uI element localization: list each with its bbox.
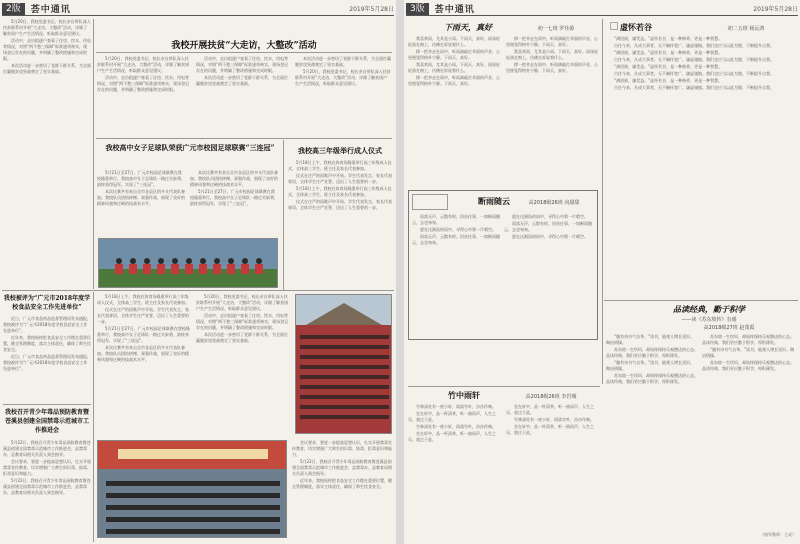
poem-paragraph: 愿在这淅沥的雨中，寻得心中那一片晴空。 — [512, 234, 588, 239]
football-team-photo — [98, 238, 278, 288]
poem-paragraph: 雨落无声，云散有时。回首往事，一如断雨随云，去也匆匆。 — [412, 214, 500, 225]
paper-name: 荟中通讯 — [434, 5, 475, 15]
essay-paragraph: 苏东坡一生坎坷，却始终保持乐观豁达的心态。品读经典，我们更应勤于积学，厚积薄发。 — [606, 373, 698, 384]
poem-body — [408, 404, 502, 540]
essay-paragraph: 撑一把伞走在雨中，听雨滴敲打伞面的声音，心里便觉得格外宁静。下雨天，真好。 — [506, 36, 598, 47]
newspaper-page-3 — [404, 0, 800, 544]
poem-author: 高2018级26班 李岩城 — [525, 394, 577, 400]
essay-paragraph: “满招损，谦受益。”虚怀若谷，是一种修养，更是一种智慧。 — [614, 78, 723, 83]
essay-paragraph: 古往今来，凡成大事者，无不胸怀宽广、谦虚谨慎。我们也应当以此为镜，不断提升自我。 — [614, 71, 774, 76]
page-number-label: 3版 — [406, 3, 429, 15]
section-rule — [408, 386, 600, 387]
essay-paragraph: 苏东坡一生坎坷，却始终保持乐观豁达的心态。品读经典，我们更应勤于积学，厚积薄发。 — [702, 334, 794, 345]
article-paragraph: 仪式在庄严的国歌声中开始。学生代表发言，家长代表寄语，全体学生庄严宣誓，迈出了人生重要的一步。 — [288, 199, 392, 210]
poem-paragraph: 坐在轩中，品一杯清茶，听一曲雨声，人生之乐，莫过于此。 — [408, 431, 496, 442]
poem-paragraph: 竹林深处有一座小轩，雨落竹叶，沙沙作响。 — [416, 424, 496, 429]
article-paragraph: 活动中，走访组逐户查看了住房、饮水、用电等情况，对照“两不愁三保障”标准逐项核实，现场登记存在的问题，并明确了整改措施和完成时限。 — [97, 75, 190, 92]
article-body — [97, 294, 191, 434]
ceremony-photo — [295, 294, 392, 434]
article-paragraph: 仪式在庄严的国歌声中开始。学生代表发言，家长代表寄语，全体学生庄严宣誓，迈出了人生重要的一步。 — [288, 173, 392, 184]
essay-title: 品读经典，勤于积学 — [673, 304, 745, 314]
poem-paragraph: 坐在轩中，品一杯清茶，听一曲雨声，人生之乐，莫过于此。 — [506, 424, 594, 435]
article-paragraph: 5月20日，我校党委书记、校长亲自带队深入扶贫联系村开展“大走访，大整改”活动，详细了解贫困户生产生活情况，听取群众意见建议。 — [3, 19, 91, 36]
article-paragraph: 近日，广元市食品药品监督管理局发布通报，我校被评为“广元市2018年度学校食品安全工作先进单位”。 — [3, 316, 91, 333]
issue-date: 2019年5月28日 — [349, 6, 394, 13]
column-divider — [602, 19, 603, 384]
essay-paragraph: “腹有诗书气自华。”读书，能使人增长见识、陶冶情操。 — [606, 334, 695, 345]
article-paragraph: 5月20日，我校党委书记、校长亲自带队深入扶贫联系村开展“大走访，大整改”活动，详细了解贫困户生产生活情况，听取群众意见建议。 — [196, 294, 289, 311]
article-paragraph: 5月20日，我校党委书记、校长亲自带队深入扶贫联系村开展“大走访，大整改”活动，详细了解贫困户生产生活情况，听取群众意见建议。 — [97, 56, 190, 73]
article-paragraph: 5月18日上午，我校在体育场隆重举行高三年级成人仪式，全体高三学生、班主任及家长代表参加。 — [288, 160, 392, 171]
section-rule — [604, 300, 798, 301]
article-headline: 我校高中女子足球队荣获广元市校园足球联赛“三连冠” — [105, 143, 275, 152]
section-rule — [2, 290, 394, 291]
article-body — [190, 170, 278, 235]
article-headline: 我校高三年级举行成人仪式 — [298, 146, 382, 155]
article-paragraph: 会议要求，要进一步提高思想认识，扎实开展禁毒宣传教育，切实增强广大师生的识毒、防毒、拒毒意识和能力。 — [292, 440, 392, 457]
essay-paragraph: 苏东坡一生坎坷，却始终保持乐观豁达的心态。品读经典，我们更应勤于积学，厚积薄发。 — [702, 360, 794, 371]
essay-body — [702, 334, 796, 530]
poem-paragraph: 坐在轩中，品一杯清茶，听一曲雨声，人生之乐，莫过于此。 — [408, 411, 496, 422]
poem-paragraph: 雨落无声，云散有时。回首往事，一如断雨随云，去也匆匆。 — [504, 221, 592, 232]
section-rule — [96, 138, 392, 139]
newspaper-page-2 — [0, 0, 396, 544]
article-paragraph: 本次比赛共有来自全市各县区的多支代表队参加。我校队员团结拼搏、顽强作战，展现了良好的精神风貌和过硬的技战术水平。 — [97, 189, 185, 206]
article-paragraph: 活动中，走访组逐户查看了住房、饮水、用电等情况，对照“两不愁三保障”标准逐项核实，现场登记存在的问题，并明确了整改措施和完成时限。 — [3, 38, 91, 61]
article-paragraph: 近日，广元市食品药品监督管理局发布通报，我校被评为“广元市2018年度学校食品安全工作先进单位”。 — [3, 354, 91, 371]
essay-paragraph: 苏东坡一生坎坷，却始终保持乐观豁达的心态。品读经典，我们更应勤于积学，厚积薄发。 — [606, 347, 698, 358]
antidrug-meeting-photo — [97, 440, 287, 538]
essay-body — [606, 334, 698, 540]
essay-paragraph: “腹有诗书气自华。”读书，能使人增长见识、陶冶情操。 — [702, 347, 795, 358]
page-masthead — [2, 2, 394, 16]
poem-body — [412, 214, 500, 336]
article-body — [3, 440, 91, 540]
article-paragraph: 5月21日至27日，广元市校园足球联赛在我校隆重举行，我校高中女子足球队一路过关斩将，最终获得冠军，实现了“三连冠”。 — [190, 189, 278, 206]
article-paragraph: 5月18日上午，我校在体育场隆重举行高三年级成人仪式，全体高三学生、班主任及家长代表参加。 — [97, 294, 189, 305]
article-paragraph: 活动中，走访组逐户查看了住房、饮水、用电等情况，对照“两不愁三保障”标准逐项核实，现场登记存在的问题，并明确了整改措施和完成时限。 — [196, 313, 289, 330]
essay-title: 下雨天，真好 — [444, 22, 492, 32]
poem-paragraph: 坐在轩中，品一杯清茶，听一曲雨声，人生之乐，莫过于此。 — [506, 404, 594, 415]
poem-paragraph: 雨落无声，云散有时。回首往事，一如断雨随云，去也匆匆。 — [412, 234, 500, 245]
article-paragraph: 本次活动进一步密切了党群干群关系，为全面打赢脱贫攻坚战奠定了坚实基础。 — [3, 63, 91, 74]
article-paragraph: 5月18日上午，我校在体育场隆重举行高三年级成人仪式，全体高三学生、班主任及家长代表参加。 — [288, 186, 392, 197]
decorative-square-icon — [610, 22, 618, 30]
essay-paragraph: “满招损，谦受益。”虚怀若谷，是一种修养，更是一种智慧。 — [614, 36, 723, 41]
headline-rule — [96, 52, 392, 53]
essay-paragraph: 撑一把伞走在雨中，听雨滴敲打伞面的声音，心里便觉得格外宁静。下雨天，真好。 — [408, 75, 500, 86]
article-paragraph: 本次比赛共有来自全市各县区的多支代表队参加。我校队员团结拼搏、顽强作战，展现了良好的精神风貌和过硬的技战术水平。 — [190, 170, 278, 187]
essay-paragraph: 古往今来，凡成大事者，无不胸怀宽广、谦虚谨慎。我们也应当以此为镜，不断提升自我。 — [614, 43, 774, 48]
essay-author: 高2018级27班 赵茂霞 — [703, 325, 755, 331]
poem-title: 断雨随云 — [478, 196, 510, 206]
essay-author: 初一七班 罗佳源 — [537, 26, 575, 32]
article-body — [97, 56, 191, 136]
article-paragraph: 5月21日至27日，广元市校园足球联赛在我校隆重举行，我校高中女子足球队一路过关斩将，最终获得冠军，实现了“三连冠”。 — [97, 326, 190, 343]
article-paragraph: 仪式在庄严的国歌声中开始。学生代表发言，家长代表寄语，全体学生庄严宣誓，迈出了人生重要的一步。 — [97, 307, 189, 324]
issue-date: 2019年5月28日 — [753, 6, 798, 13]
article-paragraph: 5月22日，我校召开青少年毒品预防教育暨苍溪县创建全国禁毒示范城市工作推进会，县禁毒办、县教育局相关负责人到会指导。 — [292, 459, 392, 476]
article-body — [295, 56, 391, 136]
column-divider — [93, 292, 94, 542]
article-paragraph: 5月20日，我校党委书记、校长亲自带队深入扶贫联系村开展“大走访，大整改”活动，详细了解贫困户生产生活情况，听取群众意见建议。 — [295, 69, 391, 86]
article-paragraph: 5月22日，我校召开青少年毒品预防教育暨苍溪县创建全国禁毒示范城市工作推进会，县禁毒办、县教育局相关负责人到会指导。 — [3, 440, 91, 457]
essay-paragraph: 古往今来，凡成大事者，无不胸怀宽广、谦虚谨慎。我们也应当以此为镜，不断提升自我。 — [614, 85, 774, 90]
article-paragraph: 本次活动进一步密切了党群干群关系，为全面打赢脱贫攻坚战奠定了坚实基础。 — [295, 56, 391, 67]
article-headline: 我校开展扶贫“大走访，大整改”活动 — [171, 41, 317, 51]
essay-paragraph: “腹有诗书气自华。”读书，能使人增长见识、陶冶情操。 — [606, 360, 695, 371]
article-headline: 我校召开青少年毒品预防教育暨苍溪县创建全国禁毒示范城市工作推进会 — [4, 409, 89, 434]
poem-title: 竹中雨轩 — [448, 390, 480, 400]
article-intro-column — [3, 19, 91, 289]
article-paragraph: 本次活动进一步密切了党群干群关系，为全面打赢脱贫攻坚战奠定了坚实基础。 — [196, 332, 288, 343]
essay-author: 初二五班 杨沅鸿 — [727, 26, 765, 32]
page-masthead — [406, 2, 798, 16]
poem-author: 高2018级26班 向甜甜 — [528, 200, 580, 206]
article-body — [3, 316, 91, 401]
essay-paragraph: “满招损，谦受益。”虚怀若谷，是一种修养，更是一种智慧。 — [614, 64, 723, 69]
article-paragraph: 本次活动进一步密切了党群干群关系，为全面打赢脱贫攻坚战奠定了坚实基础。 — [196, 75, 288, 86]
article-body — [288, 160, 392, 288]
essay-paragraph: 我喜欢雨，尤其是小雨。下雨天，真好。雨丝轻轻落在窗上，仿佛在诉说着什么。 — [408, 36, 500, 47]
column-divider — [283, 140, 284, 290]
essay-paragraph: 古往今来，凡成大事者，无不胸怀宽广、谦虚谨慎。我们也应当以此为镜，不断提升自我。 — [614, 57, 774, 62]
article-headline: 我校被评为“广元市2018年度学校食品安全工作先进单位” — [3, 295, 91, 311]
article-paragraph: 近年来，我校始终把食品安全工作摆在重要位置，健全管理制度，落实主体责任，确保了师生饮食安全。 — [3, 335, 91, 352]
essay-body — [408, 36, 502, 186]
essay-paragraph: 撑一把伞走在雨中，听雨滴敲打伞面的声音，心里便觉得格外宁静。下雨天，真好。 — [506, 62, 598, 73]
poem-body — [506, 404, 600, 540]
essay-paragraph: 我喜欢雨，尤其是小雨。下雨天，真好。雨丝轻轻落在窗上，仿佛在诉说着什么。 — [506, 49, 598, 60]
article-body — [196, 56, 290, 136]
poem-paragraph: 竹林深处有一座小轩，雨落竹叶，沙沙作响。 — [514, 417, 594, 422]
article-body — [196, 294, 290, 434]
article-body — [97, 170, 185, 235]
article-paragraph: 近年来，我校始终把食品安全工作摆在重要位置，健全管理制度，落实主体责任，确保了师生饮食安全。 — [292, 478, 392, 489]
poem-paragraph: 愿在这淅沥的雨中，寻得心中那一片晴空。 — [512, 214, 588, 219]
poem-paragraph: 竹林深处有一座小轩，雨落竹叶，沙沙作响。 — [416, 404, 496, 409]
article-body — [292, 440, 392, 538]
essay-title: 虚怀若谷 — [620, 22, 652, 32]
article-paragraph: 5月21日至27日，广元市校园足球联赛在我校隆重举行，我校高中女子足球队一路过关斩将，最终获得冠军，实现了“三连冠”。 — [97, 170, 185, 187]
essay-body — [606, 36, 796, 296]
advisor-signature: （指导教师：王成） — [760, 532, 796, 537]
paper-name: 荟中通讯 — [30, 5, 71, 15]
article-paragraph: 会议要求，要进一步提高思想认识，扎实开展禁毒宣传教育，切实增强广大师生的识毒、防毒、拒毒意识和能力。 — [3, 459, 91, 476]
essay-paragraph: “满招损，谦受益。”虚怀若谷，是一种修养，更是一种智慧。 — [614, 50, 723, 55]
section-rule — [3, 404, 91, 405]
column-divider — [93, 19, 94, 289]
essay-subtitle: ——读《苏东坡传》有感 — [681, 317, 737, 323]
poem-stamp-icon — [412, 194, 448, 210]
essay-paragraph: 我喜欢雨，尤其是小雨。下雨天，真好。雨丝轻轻落在窗上，仿佛在诉说着什么。 — [408, 62, 500, 73]
article-paragraph: 本次比赛共有来自全市各县区的多支代表队参加。我校队员团结拼搏、顽强作战，展现了良好的精神风貌和过硬的技战术水平。 — [97, 345, 189, 362]
essay-paragraph: 撑一把伞走在雨中，听雨滴敲打伞面的声音，心里便觉得格外宁静。下雨天，真好。 — [408, 49, 500, 60]
poem-paragraph: 愿在这淅沥的雨中，寻得心中那一片晴空。 — [420, 227, 496, 232]
essay-body — [506, 36, 600, 186]
article-paragraph: 5月22日，我校召开青少年毒品预防教育暨苍溪县创建全国禁毒示范城市工作推进会，县禁毒办、县教育局相关负责人到会指导。 — [3, 478, 91, 495]
article-paragraph: 活动中，走访组逐户查看了住房、饮水、用电等情况，对照“两不愁三保障”标准逐项核实，现场登记存在的问题，并明确了整改措施和完成时限。 — [196, 56, 289, 73]
poem-body — [504, 214, 594, 336]
page-number-label: 2版 — [2, 3, 25, 15]
